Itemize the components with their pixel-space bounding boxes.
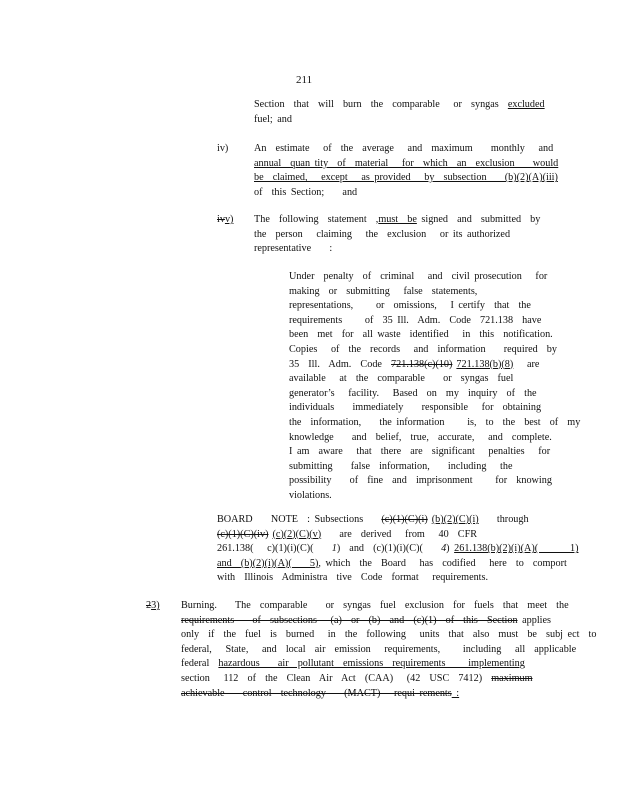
item-label-v: [217, 213, 233, 228]
text-line: 4: [441, 543, 447, 555]
text-line: through: [478, 514, 529, 525]
inserted-text: (c)(2)(C)(v): [272, 528, 322, 540]
text-line: submitting false information, including the: [289, 460, 513, 472]
inserted-text: 261.138(b)(2)(i)(A)( 1): [454, 543, 579, 555]
inserted-text: excluded: [507, 99, 545, 110]
text-line: individuals immediately responsible for obtaining: [289, 402, 542, 414]
page-number: 211: [296, 74, 313, 86]
text-line: been met for all waste identified in this notification.: [289, 329, 553, 341]
inserted-text: v): [224, 214, 234, 225]
text-line: Section that will burn the comparable or syngas: [254, 99, 508, 110]
text-line: ) and (c)(1)(i)(C)(: [336, 543, 442, 555]
item-label-23: [146, 599, 160, 614]
text-line: applies: [517, 614, 551, 626]
deleted-text: maximum: [491, 672, 533, 684]
text-line: , which the Board has codified here to comport: [318, 557, 567, 569]
inserted-text: (b)(2)(C)(i): [431, 514, 479, 525]
text-line: I am aware that there are significant penalties for: [289, 446, 551, 458]
text-line: possibility of fine and imprisonment for knowing: [289, 475, 552, 487]
text-line: 261.138( c)(1)(i)(C)(: [217, 543, 332, 555]
text-line: section 112 of the Clean Air Act (CAA) (42 USC 7412): [181, 672, 492, 684]
text-line: fuel; and: [254, 113, 292, 125]
continuation-text: [254, 98, 545, 127]
text-line: 35 Ill. Adm. Code: [289, 358, 392, 370]
item-label-iv: iv): [217, 143, 229, 154]
inserted-text: 721.138(b)(8): [456, 358, 514, 370]
text-line: signed and submitted by: [416, 214, 541, 225]
text-line: generator’s facility. Based on my inquiry of the: [289, 387, 537, 399]
text-line: with Illinois Administra tive Code format requirements.: [217, 572, 489, 584]
text-line: BOARD NOTE : Subsections: [217, 514, 382, 525]
deleted-text: 721.138(c)(10): [391, 358, 453, 370]
text-line: federal, State, and local air emission requirements, including all applicable: [181, 643, 577, 655]
deleted-text: iv: [217, 214, 225, 225]
board-note: [217, 513, 578, 586]
inserted-text: :: [451, 687, 460, 699]
inserted-text: and (b)(2)(i)(A)( 5): [217, 557, 319, 569]
text-line: The following statement ,: [254, 214, 379, 225]
text-line: representative :: [254, 243, 333, 255]
text-line: Burning. The comparable or syngas fuel exclusion for fuels that meet the: [181, 600, 569, 611]
text-line: An estimate of the average and maximum monthly and: [254, 143, 554, 154]
text-line: requirements of 35 Ill. Adm. Code 721.138 have: [289, 314, 542, 326]
text-line: are: [513, 358, 540, 370]
inserted-text: annual quan tity of material for which an exclusion would: [254, 157, 559, 169]
text-line: of this Section; and: [254, 186, 358, 198]
text-line: Copies of the records and information required by: [289, 343, 557, 355]
text-line: available at the comparable or syngas fuel: [289, 373, 514, 385]
inserted-text: must be: [378, 214, 417, 225]
inserted-text: 3): [151, 600, 160, 611]
inserted-text: be claimed, except as provided by subsection (b)(2)(A)(iii): [254, 172, 558, 184]
text-line: the information, the information is, to the best of my: [289, 416, 581, 428]
text-line: only if the fuel is burned in the following units that also must be subj ect to: [181, 629, 597, 641]
text-line: making or submitting false statements,: [289, 285, 478, 297]
deleted-text: 2: [146, 600, 152, 611]
deleted-text: achievable control technology (MACT) requi rements: [181, 687, 452, 699]
deleted-text: requirements of subsections (a) or (b) and (c)(1) of this Section: [181, 614, 518, 626]
text-line: ): [446, 543, 455, 555]
text-line: representations, or omissions, I certify that the: [289, 300, 531, 312]
certification-statement: [289, 270, 580, 504]
item-v-text: [254, 213, 540, 257]
item-iv-text: [254, 142, 558, 200]
text-line: federal: [181, 658, 219, 670]
deleted-text: (c)(1)(C)(iv): [217, 528, 269, 540]
text-line: Under penalty of criminal and civil prosecution for: [289, 271, 548, 282]
item-23-text: [181, 599, 596, 701]
text-line: violations.: [289, 489, 332, 501]
text-line: are derived from 40 CFR: [321, 528, 478, 540]
inserted-text: hazardous air pollutant emissions requirements implementing: [218, 658, 525, 670]
text-line: 1: [331, 543, 337, 555]
text-line: knowledge and belief, true, accurate, and complete.: [289, 431, 552, 443]
deleted-text: (c)(1)(C)(i): [381, 514, 428, 525]
text-line: the person claiming the exclusion or its authorized: [254, 228, 511, 240]
